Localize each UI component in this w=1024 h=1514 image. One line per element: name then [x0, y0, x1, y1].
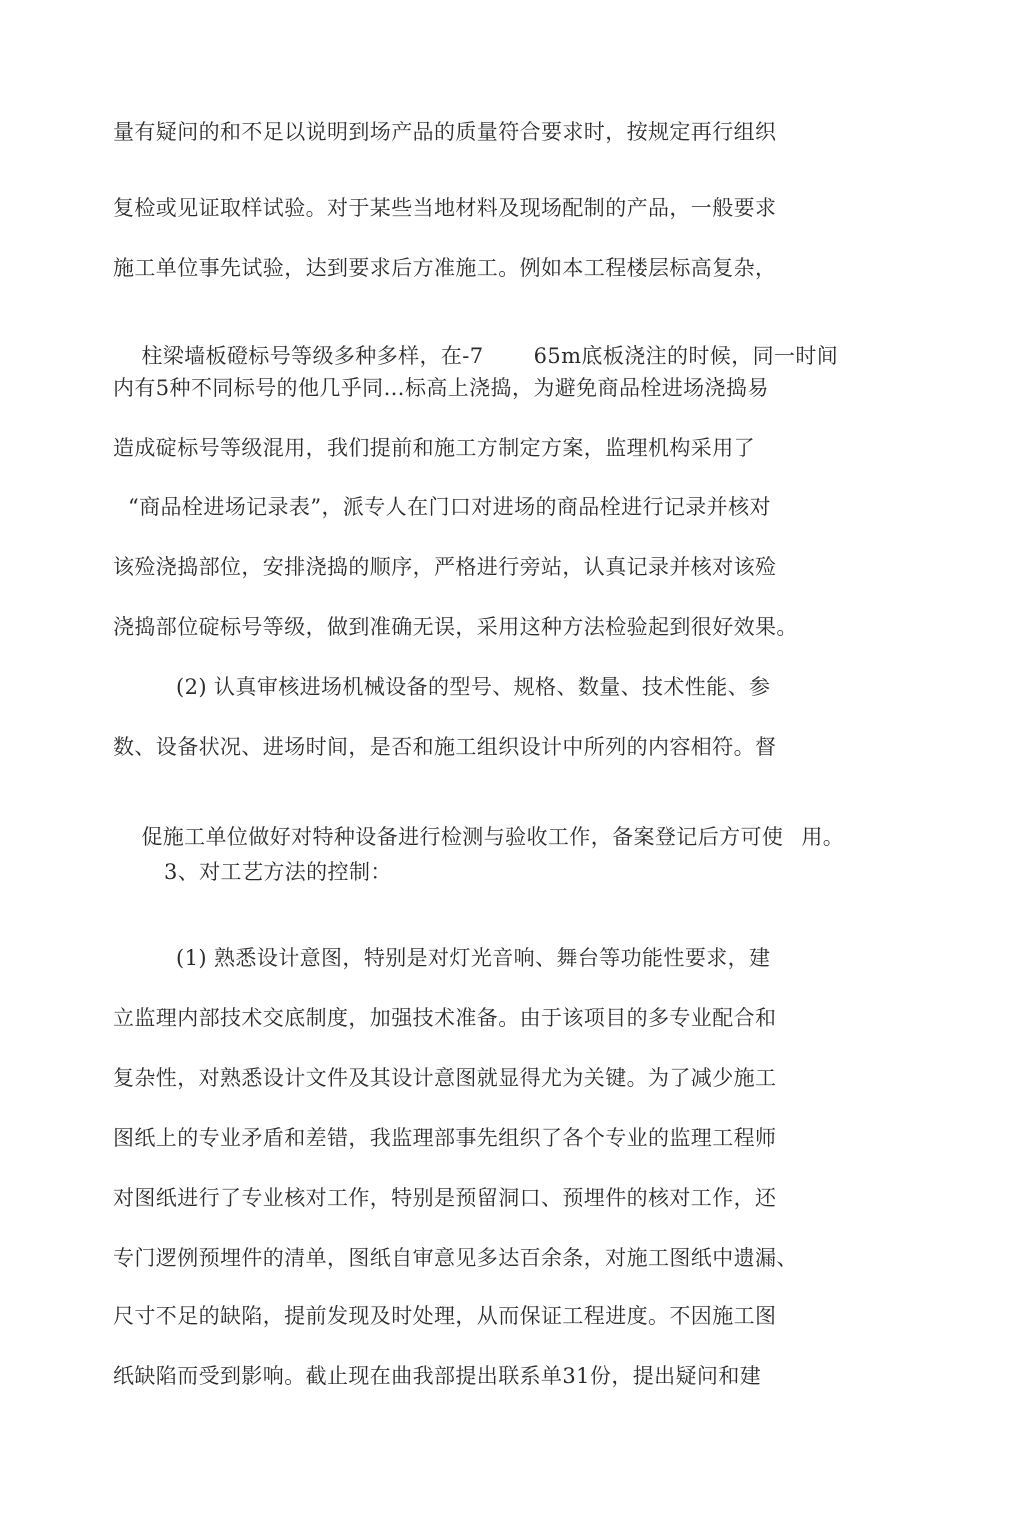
text-line: 专门逻例预埋件的清单，图纸自审意见多达百余条，对施工图纸中遗漏、 [113, 1246, 798, 1270]
text-line: 浇捣部位碇标号等级，做到准确无误，采用这种方法检验起到很好效果。 [113, 615, 798, 639]
section-heading: 3、对工艺方法的控制： [164, 860, 392, 884]
text-line: 量有疑问的和不足以说明到场产品的质量符合要求时，按规定再行组织 [113, 120, 777, 144]
text-segment: 65m底板浇注的时候，同一时间 [533, 344, 839, 368]
text-line: “商品栓进场记录表”，派专人在门口对进场的商品栓进行记录并核对 [128, 495, 771, 519]
text-line: 造成碇标号等级混用，我们提前和施工方制定方案，监理机构采用了 [113, 436, 755, 460]
paragraph-start-line: (2) 认真审核进场机械设备的型号、规格、数量、技术性能、参 [176, 675, 771, 699]
text-line: 尺寸不足的缺陷，提前发现及时处理，从而保证工程进度。不因施工图 [113, 1304, 777, 1328]
text-line: 立监理内部技术交底制度，加强技术准备。由于该项目的多专业配合和 [113, 1006, 777, 1030]
paragraph-start-line: (1) 熟悉设计意图，特别是对灯光音响、舞台等功能性要求，建 [176, 946, 771, 970]
text-line: 该殓浇捣部位，安排浇捣的顺序，严格进行旁站，认真记录并核对该殓 [113, 555, 777, 579]
text-line: 数、设备状况、进场时间，是否和施工组织设计中所列的内容相符。督 [113, 735, 777, 759]
text-line: 施工单位事先试验，达到要求后方准施工。例如本工程楼层标高复杂， [113, 256, 777, 280]
text-line: 对图纸进行了专业核对工作，特别是预留洞口、预埋件的核对工作，还 [113, 1186, 777, 1210]
text-segment: 促施工单位做好对特种设备进行检测与验收工作，备案登记后方可使 [141, 825, 784, 849]
text-segment: 柱梁墙板磴标号等级多种多样，在-7 [141, 344, 484, 368]
text-line: 内有5种不同标号的他几乎同…标高上浇捣，为避免商品栓进场浇捣易 [113, 376, 769, 400]
text-segment: 用。 [801, 825, 845, 849]
text-line: 图纸上的专业矛盾和差错，我监理部事先组织了各个专业的监理工程师 [113, 1126, 777, 1150]
text-line: 复检或见证取样试验。对于某些当地材料及现场配制的产品，一般要求 [113, 196, 777, 220]
text-line: 纸缺陷而受到影响。截止现在曲我部提出联系单31份，提出疑问和建 [113, 1364, 762, 1388]
text-line: 复杂性，对熟悉设计文件及其设计意图就显得尤为关键。为了减少施工 [113, 1066, 777, 1090]
